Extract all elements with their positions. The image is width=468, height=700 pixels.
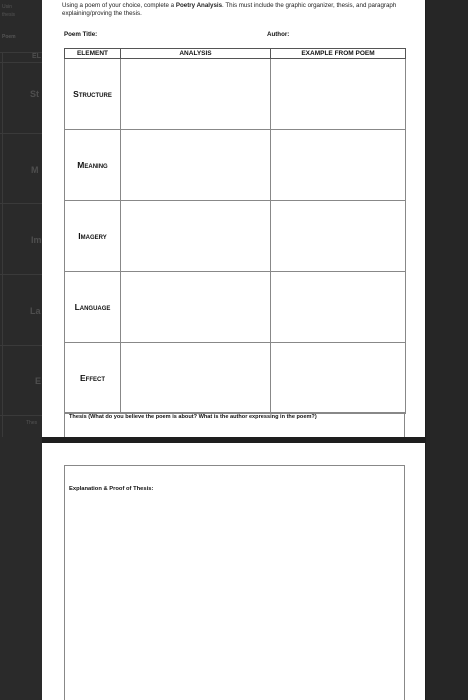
- thesis-box[interactable]: [64, 412, 405, 437]
- example-cell[interactable]: [271, 272, 406, 343]
- document-page-2: [42, 443, 425, 700]
- bg-fragment: La: [30, 306, 41, 316]
- bg-fragment: Thes: [26, 420, 38, 426]
- element-label-structure: Structure: [73, 88, 112, 99]
- element-label-effect: Effect: [80, 372, 105, 383]
- table-row: [65, 343, 406, 414]
- element-cell: [65, 343, 121, 414]
- example-cell[interactable]: [271, 201, 406, 272]
- analysis-cell[interactable]: [121, 201, 271, 272]
- author-label: Author:: [267, 31, 290, 38]
- document-page-1: [42, 0, 425, 437]
- table-row: [65, 272, 406, 343]
- poem-title-label: Poem Title:: [64, 31, 98, 38]
- column-header-analysis: ANALYSIS: [121, 49, 271, 59]
- bg-fragment: Poem: [2, 34, 16, 40]
- poetry-analysis-table: [64, 48, 406, 414]
- instructions-text: Using a poem of your choice, complete a Poetry Analysis. This must include the graphic organizer, thesis, and paragraph explaining/proving the thesis.: [62, 2, 397, 17]
- bg-fragment: EL: [32, 53, 41, 60]
- element-cell: [65, 201, 121, 272]
- background-document-right: [426, 0, 468, 700]
- table-row: [65, 130, 406, 201]
- element-label-imagery: Imagery: [78, 230, 107, 241]
- element-cell: [65, 272, 121, 343]
- analysis-cell[interactable]: [121, 343, 271, 414]
- explanation-box[interactable]: [64, 465, 405, 700]
- example-cell[interactable]: [271, 59, 406, 130]
- bg-fragment: E: [35, 376, 42, 386]
- column-header-element: ELEMENT: [65, 49, 121, 59]
- element-label-meaning: Meaning: [77, 159, 108, 170]
- element-label-language: Language: [74, 301, 111, 312]
- explanation-label: Explanation & Proof of Thesis:: [69, 486, 154, 492]
- element-cell: [65, 59, 121, 130]
- background-document-left: [0, 0, 42, 700]
- thesis-label: Thesis (What do you believe the poem is about? What is the author expressing in the poem?): [69, 414, 317, 420]
- bg-fragment: St: [30, 89, 39, 99]
- analysis-cell[interactable]: [121, 59, 271, 130]
- table-row: [65, 59, 406, 130]
- column-header-example: EXAMPLE FROM POEM: [271, 49, 406, 59]
- table-header-row: [65, 49, 406, 59]
- bg-fragment: Im: [31, 235, 42, 245]
- example-cell[interactable]: [271, 343, 406, 414]
- analysis-cell[interactable]: [121, 272, 271, 343]
- example-cell[interactable]: [271, 130, 406, 201]
- bg-fragment: Usin: [2, 4, 13, 10]
- bg-fragment: M: [31, 165, 39, 175]
- analysis-cell[interactable]: [121, 130, 271, 201]
- table-row: [65, 201, 406, 272]
- bg-fragment: thesis: [2, 12, 16, 18]
- element-cell: [65, 130, 121, 201]
